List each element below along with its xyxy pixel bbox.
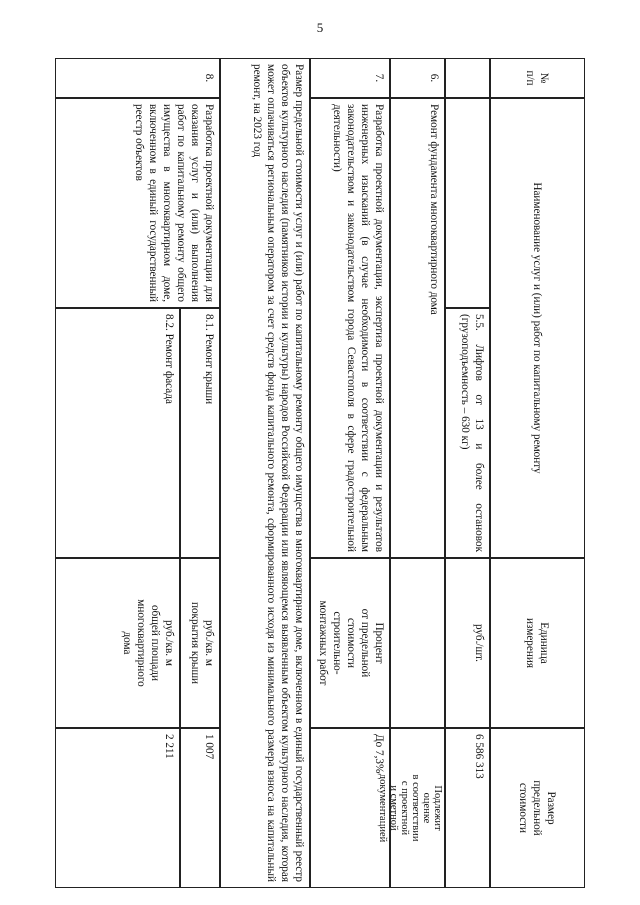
row-subitem: 8.2. Ремонт фасада: [55, 308, 180, 558]
page-number: 5: [316, 20, 324, 35]
row-name: Ремонт фундамента многоквартирного дома: [390, 98, 445, 558]
row-num: [445, 58, 490, 98]
row-size: 6 586 313: [445, 728, 490, 888]
row-size: Подлежит оценке в соответствии с проектной и сметной документацией: [390, 728, 445, 888]
row-unit: руб./кв. м покрытия крыши: [180, 558, 220, 728]
row-name: [445, 98, 490, 308]
row-name: Разработка проектной документации для оказания услуг и (или) выполнения работ по капитальному ремонту общего имущества в многоквартирном доме, включенном в единый государственный реестр объектов: [55, 98, 220, 308]
header-unit: Единица измерения: [490, 558, 585, 728]
row-subitem: 8.1. Ремонт крыши: [180, 308, 220, 558]
row-unit: руб./шт.: [445, 558, 490, 728]
row-size: 2 211: [55, 728, 180, 888]
row-name: Разработка проектной документации, экспертиза проектной документации и результатов инженерных изысканий (в случае необходимости в соответствии с федеральным законодательством и законодательством города Севастополя в сфере градостроительной деятельности): [310, 98, 390, 558]
header-name: Наименование услуг и (или) работ по капитальному ремонту: [490, 98, 585, 558]
row-num: 6.: [390, 58, 445, 98]
row-size: До 7,3%: [310, 728, 390, 888]
section-note: Размер предельной стоимости услуг и (или) работ по капитальному ремонту общего имущества в многоквартирном доме, включенном в единый государственный реестр объектов культурного наследия (памятников истории и культуры) народов Российской Федерации или являющемся выявленным объектом культурного наследия, которая может оплачиваться региональным оператором за счет средств фонда капитального ремонта, сформированного исходя из минимального размера взноса на капитальный ремонт, на 2023 год: [220, 58, 310, 888]
row-subitem: 5.5. Лифтов от 13 и более остановок (грузоподъемность – 630 кг): [445, 308, 490, 558]
header-num: № п/п: [490, 58, 585, 98]
row-unit: [390, 558, 445, 728]
header-size: Размер предельной стоимости: [490, 728, 585, 888]
row-num: 8.: [55, 58, 220, 98]
rotated-table: [55, 58, 585, 888]
row-size: 1 007: [180, 728, 220, 888]
row-unit: Процент от предельной стоимости строительно- монтажных работ: [310, 558, 390, 728]
row-unit: руб./кв. м общей площади многоквартирного дома: [55, 558, 180, 728]
row-num: 7.: [310, 58, 390, 98]
